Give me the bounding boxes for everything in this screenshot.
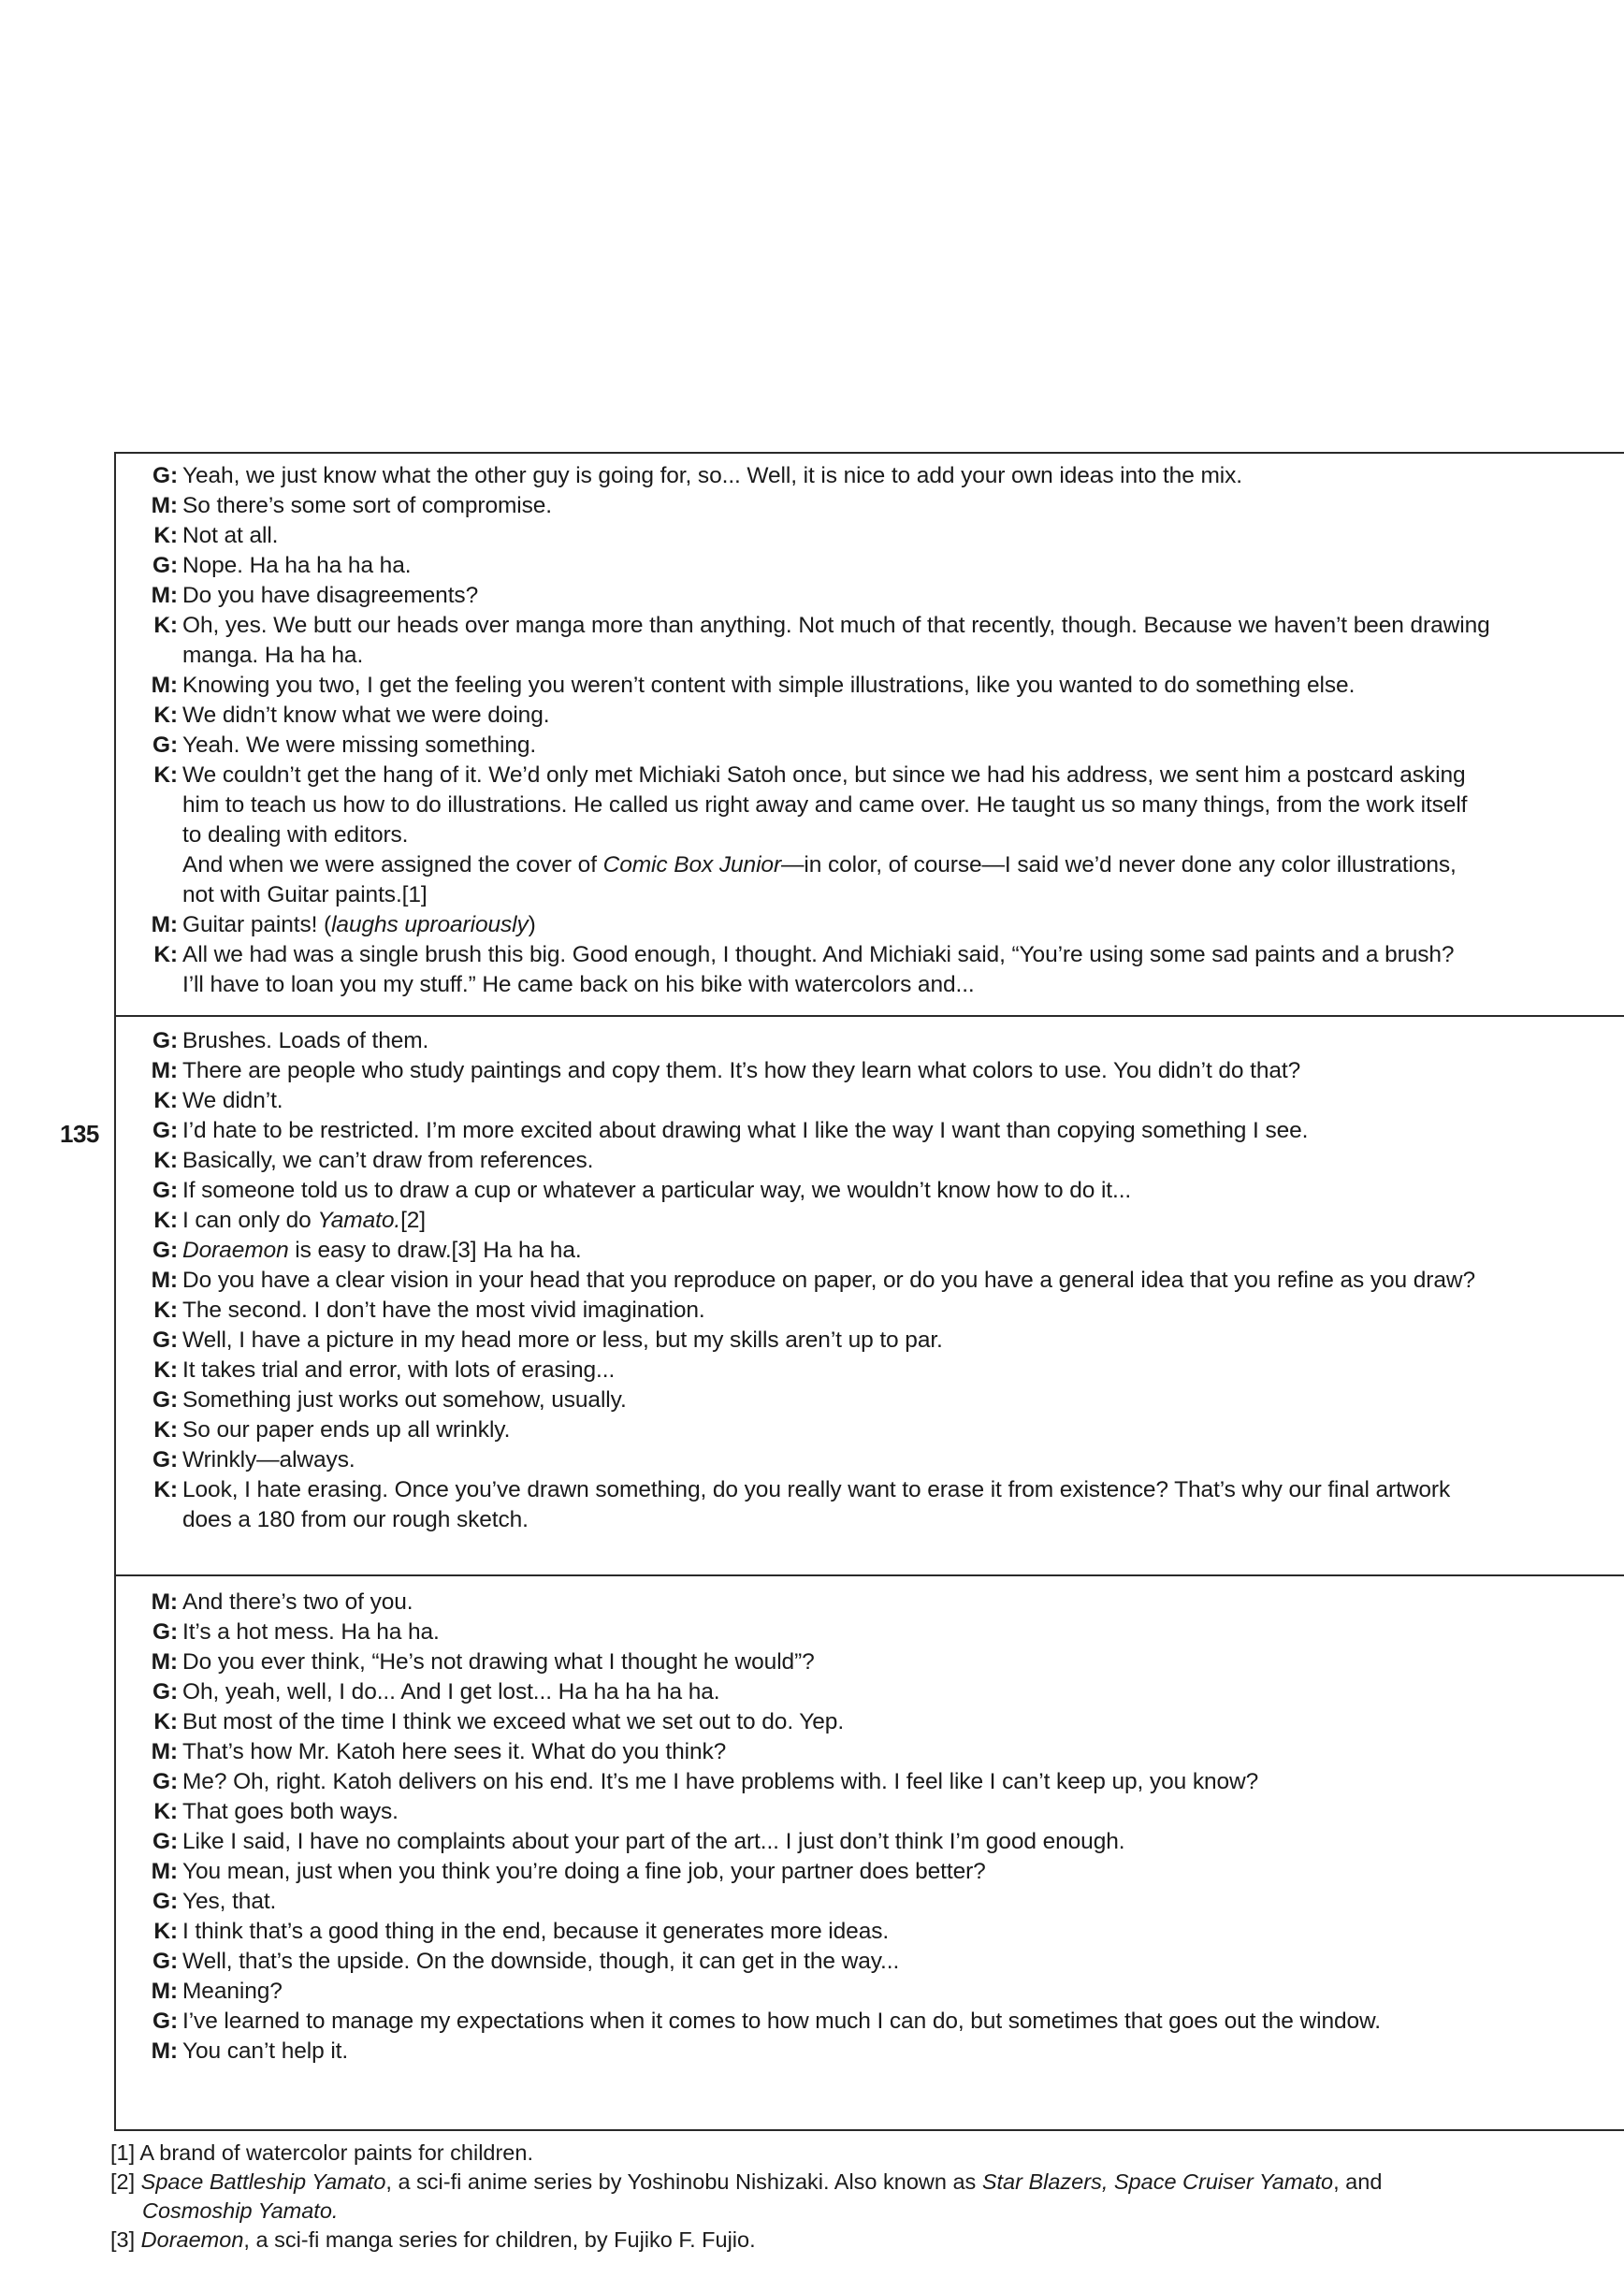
dialogue-line bbox=[114, 2007, 1624, 2037]
top-rule bbox=[114, 452, 1624, 454]
dialogue-line bbox=[114, 1176, 1624, 1206]
dialogue-line bbox=[114, 940, 1624, 970]
speaker-label: G: bbox=[152, 1949, 178, 1974]
text-run: —in color, of course—I said we’d never done any color illustrations, bbox=[781, 852, 1457, 878]
speaker-label: G: bbox=[152, 1178, 178, 1203]
dialogue-line bbox=[114, 641, 1624, 671]
text-run: Do you ever think, “He’s not drawing what I thought he would”? bbox=[182, 1649, 815, 1675]
speaker-label: M: bbox=[151, 912, 178, 937]
text-run: Oh, yeah, well, I do... And I get lost... Ha ha ha ha ha. bbox=[182, 1679, 720, 1704]
text-run: You can’t help it. bbox=[182, 2038, 349, 2064]
text-run: So our paper ends up all wrinkly. bbox=[182, 1417, 511, 1443]
text-run: We didn’t know what we were doing. bbox=[182, 703, 550, 728]
italic-text: Doraemon bbox=[182, 1238, 289, 1263]
text-run: manga. Ha ha ha. bbox=[182, 643, 364, 668]
dialogue-line bbox=[114, 1977, 1624, 2007]
dialogue-line bbox=[114, 850, 1624, 880]
text-run: We didn’t. bbox=[182, 1088, 283, 1113]
speaker-label: G: bbox=[152, 1829, 178, 1854]
speaker-label: M: bbox=[151, 493, 178, 518]
speaker-label: G: bbox=[152, 1447, 178, 1472]
italic-text: Comic Box Junior bbox=[602, 852, 782, 878]
speaker-label: G: bbox=[152, 553, 178, 578]
text-run: It’s a hot mess. Ha ha ha. bbox=[182, 1619, 440, 1645]
speaker-label: G: bbox=[152, 1619, 178, 1645]
text-run: The second. I don’t have the most vivid imagination. bbox=[182, 1298, 705, 1323]
text-run: [3] bbox=[110, 2227, 141, 2252]
dialogue-line bbox=[114, 1617, 1624, 1647]
dialogue-line bbox=[114, 1146, 1624, 1176]
speaker-label: G: bbox=[152, 1238, 178, 1263]
dialogue-line bbox=[114, 910, 1624, 940]
speaker-label: K: bbox=[153, 942, 178, 967]
dialogue-line bbox=[114, 701, 1624, 731]
italic-text: Yamato. bbox=[317, 1208, 401, 1233]
dialogue-line bbox=[114, 1385, 1624, 1415]
dialogue-line bbox=[114, 1086, 1624, 1116]
text-run: Look, I hate erasing. Once you’ve drawn something, do you really want to erase it from existence? That’s why our final artwork bbox=[182, 1477, 1451, 1502]
text-run: All we had was a single brush this big. Good enough, I thought. And Michiaki said, “You’re using some sad paints and a brush? bbox=[182, 942, 1455, 967]
speaker-label: K: bbox=[153, 1919, 178, 1944]
speaker-label: G: bbox=[152, 1118, 178, 1143]
speaker-label: K: bbox=[153, 1088, 178, 1113]
dialogue-line bbox=[114, 1647, 1624, 1677]
dialogue-line bbox=[114, 1887, 1624, 1917]
footnote-line bbox=[110, 2139, 1382, 2168]
text-run: [2] bbox=[110, 2169, 141, 2194]
bottom-rule bbox=[114, 2129, 1624, 2131]
text-run: And when we were assigned the cover of bbox=[182, 852, 603, 878]
speaker-label: K: bbox=[153, 1417, 178, 1443]
speaker-label: G: bbox=[152, 1679, 178, 1704]
speaker-label: K: bbox=[153, 1799, 178, 1824]
speaker-label: K: bbox=[153, 703, 178, 728]
dialogue-line bbox=[114, 1767, 1624, 1797]
text-run: Oh, yes. We butt our heads over manga more than anything. Not much of that recently, though. Because we haven’t been drawing bbox=[182, 613, 1490, 638]
speaker-label: M: bbox=[151, 1589, 178, 1615]
section-divider-2 bbox=[114, 1574, 1624, 1576]
text-run: That goes both ways. bbox=[182, 1799, 399, 1824]
speaker-label: M: bbox=[151, 1739, 178, 1764]
text-run: Well, that’s the upside. On the downside, though, it can get in the way... bbox=[182, 1949, 900, 1974]
speaker-label: G: bbox=[152, 463, 178, 488]
text-run: to dealing with editors. bbox=[182, 822, 409, 848]
speaker-label: M: bbox=[151, 1649, 178, 1675]
text-run: Yes, that. bbox=[182, 1889, 277, 1914]
text-run: is easy to draw.[3] Ha ha ha. bbox=[288, 1238, 582, 1263]
text-run: You mean, just when you think you’re doing a fine job, your partner does better? bbox=[182, 1859, 986, 1884]
dialogue-section-3 bbox=[114, 1588, 1624, 2067]
speaker-label: K: bbox=[153, 1357, 178, 1383]
dialogue-line bbox=[114, 791, 1624, 820]
text-run: Do you have a clear vision in your head that you reproduce on paper, or do you have a general idea that you refine as you draw? bbox=[182, 1268, 1475, 1293]
dialogue-line bbox=[114, 1827, 1624, 1857]
text-run: Well, I have a picture in my head more or less, but my skills aren’t up to par. bbox=[182, 1327, 943, 1353]
dialogue-line bbox=[114, 1475, 1624, 1505]
dialogue-line bbox=[114, 1707, 1624, 1737]
dialogue-line bbox=[114, 1415, 1624, 1445]
dialogue-line bbox=[114, 461, 1624, 491]
dialogue-line bbox=[114, 731, 1624, 761]
text-run: , and bbox=[1333, 2169, 1383, 2194]
dialogue-line bbox=[114, 1296, 1624, 1326]
dialogue-line bbox=[114, 880, 1624, 910]
text-run: Yeah, we just know what the other guy is going for, so... Well, it is nice to add your own ideas into the mix. bbox=[182, 463, 1242, 488]
text-run: [1] A brand of watercolor paints for children. bbox=[110, 2140, 533, 2165]
speaker-label: G: bbox=[152, 1769, 178, 1794]
dialogue-line bbox=[114, 671, 1624, 701]
text-run: So there’s some sort of compromise. bbox=[182, 493, 553, 518]
dialogue-line bbox=[114, 1266, 1624, 1296]
speaker-label: M: bbox=[151, 1859, 178, 1884]
text-run: There are people who study paintings and copy them. It’s how they learn what colors to use. You didn’t do that? bbox=[182, 1058, 1301, 1083]
dialogue-line bbox=[114, 761, 1624, 791]
speaker-label: M: bbox=[151, 583, 178, 608]
italic-text: Doraemon bbox=[140, 2227, 244, 2252]
speaker-label: G: bbox=[152, 1327, 178, 1353]
dialogue-line bbox=[114, 581, 1624, 611]
italic-text: Space Battleship Yamato bbox=[140, 2169, 386, 2194]
speaker-label: G: bbox=[152, 1028, 178, 1053]
footnotes bbox=[110, 2139, 1382, 2255]
dialogue-line bbox=[114, 551, 1624, 581]
text-run: Yeah. We were missing something. bbox=[182, 733, 537, 758]
dialogue-line bbox=[114, 820, 1624, 850]
page-number: 135 bbox=[60, 1120, 99, 1148]
text-run: And there’s two of you. bbox=[182, 1589, 413, 1615]
section-divider-1 bbox=[114, 1015, 1624, 1017]
text-run: does a 180 from our rough sketch. bbox=[182, 1507, 529, 1532]
speaker-label: M: bbox=[151, 1058, 178, 1083]
dialogue-line bbox=[114, 1588, 1624, 1617]
speaker-label: K: bbox=[153, 762, 178, 788]
italic-text: Star Blazers, Space Cruiser Yamato bbox=[981, 2169, 1334, 2194]
speaker-label: K: bbox=[153, 1148, 178, 1173]
dialogue-line bbox=[114, 970, 1624, 1000]
speaker-label: K: bbox=[153, 1709, 178, 1734]
dialogue-line bbox=[114, 1236, 1624, 1266]
dialogue-line bbox=[114, 1026, 1624, 1056]
dialogue-line bbox=[114, 1056, 1624, 1086]
speaker-label: G: bbox=[152, 2009, 178, 2034]
interview-frame bbox=[114, 452, 1624, 2131]
text-run: Knowing you two, I get the feeling you weren’t content with simple illustrations, like you wanted to do something else. bbox=[182, 673, 1356, 698]
text-run: Something just works out somehow, usually. bbox=[182, 1387, 627, 1413]
dialogue-line bbox=[114, 1737, 1624, 1767]
italic-text: laughs uproariously bbox=[331, 912, 529, 937]
speaker-label: M: bbox=[151, 1268, 178, 1293]
speaker-label: K: bbox=[153, 1298, 178, 1323]
text-run: I’ve learned to manage my expectations when it comes to how much I can do, but sometimes that goes out the window. bbox=[182, 2009, 1381, 2034]
dialogue-line bbox=[114, 1206, 1624, 1236]
dialogue-line bbox=[114, 1857, 1624, 1887]
text-run: We couldn’t get the hang of it. We’d only met Michiaki Satoh once, but since we had his address, we sent him a postcard asking bbox=[182, 762, 1466, 788]
dialogue-line bbox=[114, 1116, 1624, 1146]
speaker-label: K: bbox=[153, 523, 178, 548]
dialogue-line bbox=[114, 1947, 1624, 1977]
text-run: I’d hate to be restricted. I’m more excited about drawing what I like the way I want than copying something I see. bbox=[182, 1118, 1309, 1143]
text-run: I can only do bbox=[182, 1208, 318, 1233]
text-run: ) bbox=[528, 912, 536, 937]
text-run: That’s how Mr. Katoh here sees it. What do you think? bbox=[182, 1739, 727, 1764]
text-run: Do you have disagreements? bbox=[182, 583, 479, 608]
dialogue-line bbox=[114, 521, 1624, 551]
text-run: If someone told us to draw a cup or whatever a particular way, we wouldn’t know how to do it... bbox=[182, 1178, 1132, 1203]
text-run: [2] bbox=[400, 1208, 427, 1233]
speaker-label: K: bbox=[153, 1477, 178, 1502]
text-run: Guitar paints! ( bbox=[182, 912, 332, 937]
footnote-line bbox=[110, 2197, 1382, 2226]
speaker-label: M: bbox=[151, 2038, 178, 2064]
text-run: Meaning? bbox=[182, 1979, 283, 2004]
dialogue-line bbox=[114, 1445, 1624, 1475]
text-run: Wrinkly—always. bbox=[182, 1447, 355, 1472]
text-run: Not at all. bbox=[182, 523, 279, 548]
text-run: I think that’s a good thing in the end, because it generates more ideas. bbox=[182, 1919, 890, 1944]
speaker-label: K: bbox=[153, 613, 178, 638]
text-run: But most of the time I think we exceed what we set out to do. Yep. bbox=[182, 1709, 845, 1734]
speaker-label: G: bbox=[152, 1889, 178, 1914]
dialogue-line bbox=[114, 1917, 1624, 1947]
footnote-line bbox=[110, 2168, 1382, 2197]
dialogue-line bbox=[114, 1677, 1624, 1707]
dialogue-line bbox=[114, 611, 1624, 641]
dialogue-line bbox=[114, 491, 1624, 521]
dialogue-section-2 bbox=[114, 1026, 1624, 1535]
dialogue-section-1 bbox=[114, 461, 1624, 1000]
text-run: , a sci-fi anime series by Yoshinobu Nishizaki. Also known as bbox=[385, 2169, 982, 2194]
text-run: not with Guitar paints.[1] bbox=[182, 882, 428, 907]
text-run: It takes trial and error, with lots of erasing... bbox=[182, 1357, 616, 1383]
text-run: Me? Oh, right. Katoh delivers on his end. It’s me I have problems with. I feel like I can’t keep up, you know? bbox=[182, 1769, 1259, 1794]
footnote-line bbox=[110, 2226, 1382, 2255]
text-run: Basically, we can’t draw from references. bbox=[182, 1148, 594, 1173]
speaker-label: M: bbox=[151, 1979, 178, 2004]
speaker-label: G: bbox=[152, 733, 178, 758]
text-run: him to teach us how to do illustrations. He called us right away and came over. He taught us so many things, from the work itself bbox=[182, 792, 1468, 818]
speaker-label: K: bbox=[153, 1208, 178, 1233]
text-run: , a sci-fi manga series for children, by Fujiko F. Fujio. bbox=[243, 2227, 756, 2252]
speaker-label: M: bbox=[151, 673, 178, 698]
text-run: I’ll have to loan you my stuff.” He came back on his bike with watercolors and... bbox=[182, 972, 975, 997]
text-run: Nope. Ha ha ha ha ha. bbox=[182, 553, 412, 578]
dialogue-line bbox=[114, 1797, 1624, 1827]
dialogue-line bbox=[114, 1326, 1624, 1356]
speaker-label: G: bbox=[152, 1387, 178, 1413]
dialogue-line bbox=[114, 2037, 1624, 2067]
dialogue-line bbox=[114, 1505, 1624, 1535]
italic-text: Cosmoship Yamato. bbox=[142, 2198, 339, 2223]
text-run: Like I said, I have no complaints about your part of the art... I just don’t think I’m good enough. bbox=[182, 1829, 1125, 1854]
dialogue-line bbox=[114, 1356, 1624, 1385]
text-run: Brushes. Loads of them. bbox=[182, 1028, 429, 1053]
